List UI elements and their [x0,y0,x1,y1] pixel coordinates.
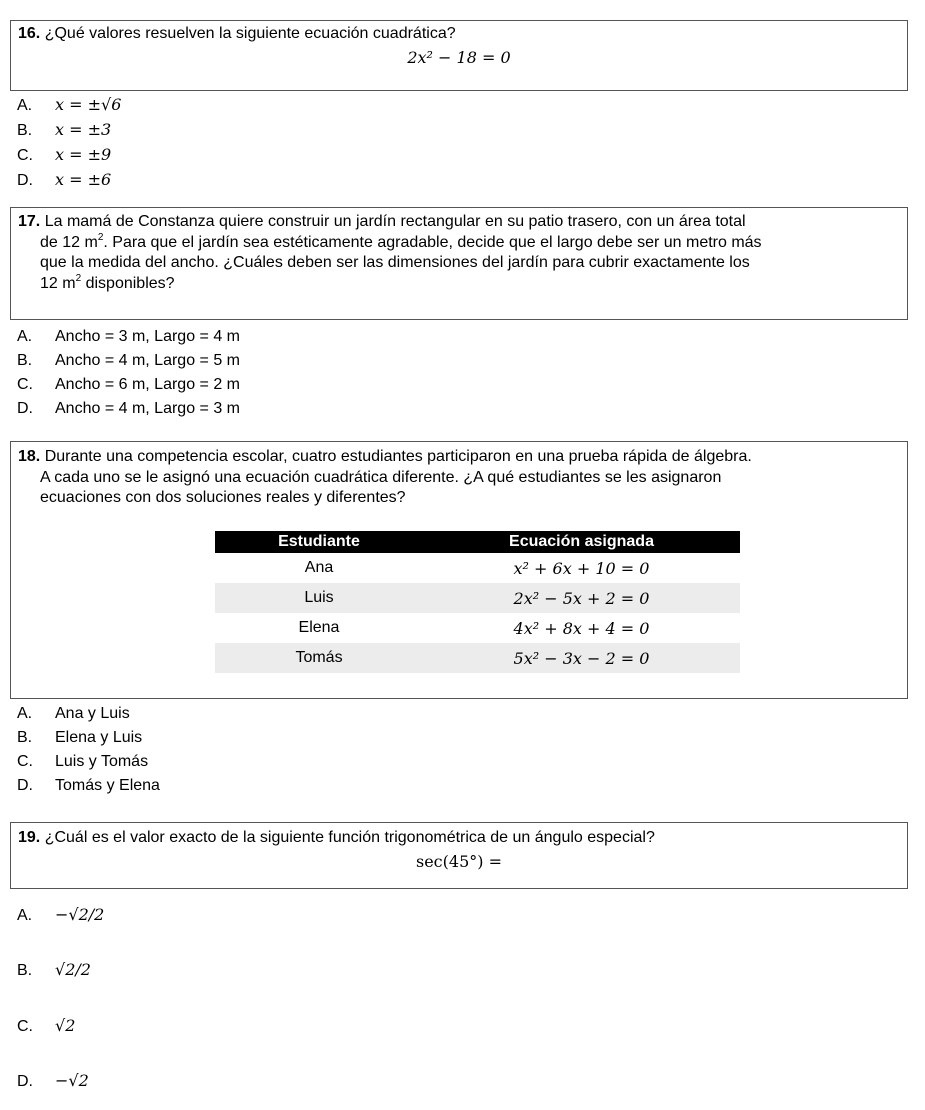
question-prompt: ¿Cuál es el valor exacto de la siguiente función trigonométrica de un ángulo especial? [44,829,655,846]
text-line [18,447,903,468]
option-a[interactable] [17,95,121,116]
option-value: Ancho = 6 m, Largo = 2 m [55,376,240,393]
option-d[interactable] [17,170,111,191]
option-value: Ancho = 4 m, Largo = 5 m [55,352,240,369]
superscript: 2 [97,231,104,243]
text-segment: Durante una competencia escolar, cuatro estudiantes participaron en una prueba rápida de álgebra. [44,448,752,465]
option-d[interactable] [17,1071,89,1092]
option-letter: D. [17,1073,33,1090]
text-segment: de 12 m [40,233,98,251]
text-line [18,488,903,509]
option-letter: A. [17,907,33,924]
superscript: 2 [75,272,82,284]
option-letter: B. [17,122,33,139]
question-19-equation [10,852,908,871]
option-a[interactable] [17,905,104,926]
question-16-text [18,24,456,45]
text-line [18,253,903,274]
table-header-row [215,531,740,553]
option-c[interactable] [17,1016,75,1037]
column-header: Ecuación asignada [423,531,740,553]
text-segment: A cada uno se le asignó una ecuación cuadrática diferente. ¿A qué estudiantes se les asignaron [40,468,722,486]
option-letter: A. [17,97,33,114]
option-value: −√2 [55,1071,89,1090]
option-value: Luis y Tomás [55,753,149,770]
option-a[interactable] [17,704,130,724]
option-value: x = ±6 [55,170,112,189]
text-segment: ecuaciones con dos soluciones reales y diferentes? [40,489,406,506]
question-18-text [18,447,903,509]
question-number: 16. [18,25,41,42]
option-value: √2/2 [55,960,91,979]
option-letter: C. [17,1018,33,1035]
table-row [215,583,740,613]
question-17-text [18,212,903,294]
option-b[interactable] [17,960,91,981]
student-cell: Elena [298,619,340,636]
option-letter: B. [17,352,33,369]
text-line [18,274,903,295]
question-number: 17. [18,213,41,230]
option-letter: C. [17,147,33,164]
student-cell: Luis [215,583,423,613]
option-value: Ana y Luis [55,705,130,722]
question-number: 19. [18,829,41,846]
option-letter: A. [17,328,33,345]
option-letter: D. [17,400,33,417]
table-row [215,553,740,583]
text-segment: que la medida del ancho. ¿Cuáles deben ser las dimensiones del jardín para cubrir exactamente los [40,254,750,271]
option-a[interactable] [17,327,240,347]
option-value: Ancho = 3 m, Largo = 4 m [55,328,240,345]
option-d[interactable] [17,399,240,419]
student-cell: Ana [304,559,334,576]
option-b[interactable] [17,728,142,748]
equation-cell: x² + 6x + 10 = 0 [513,558,650,578]
table-row [215,643,740,673]
text-line [18,233,903,254]
text-line [18,468,903,489]
text-segment: disponibles? [81,274,175,292]
column-header: Estudiante [215,531,423,553]
option-value: −√2/2 [55,905,105,924]
text-segment: 12 m [40,274,76,292]
question-prompt: ¿Qué valores resuelven la siguiente ecuación cuadrática? [44,25,456,42]
option-letter: C. [17,753,33,770]
option-value: √2 [55,1016,76,1035]
option-b[interactable] [17,120,111,141]
table-row [215,613,740,643]
text-line [18,212,903,233]
equations-table [215,531,740,673]
question-19-text [18,828,655,849]
option-value: Tomás y Elena [55,777,160,794]
option-letter: D. [17,777,33,794]
option-letter: B. [17,962,33,979]
equation-cell: 5x² − 3x − 2 = 0 [423,643,740,673]
option-value: x = ±3 [55,120,112,139]
option-letter: C. [17,376,33,393]
student-cell: Tomás [215,643,423,673]
question-16-equation [10,48,908,67]
text-segment: . Para que el jardín sea estéticamente agradable, decide que el largo debe ser un metro más [103,233,762,251]
option-value: Elena y Luis [55,729,143,746]
option-b[interactable] [17,351,240,371]
option-letter: D. [17,172,33,189]
option-c[interactable] [17,145,111,166]
equation-text: 2x² − 18 = 0 [407,48,511,67]
option-c[interactable] [17,752,148,772]
equation-cell: 2x² − 5x + 2 = 0 [423,583,740,613]
equation-text: sec(45°) = [416,852,502,871]
text-segment: La mamá de Constanza quiere construir un jardín rectangular en su patio trasero, con un área total [44,213,746,230]
option-value: Ancho = 4 m, Largo = 3 m [55,400,240,417]
option-c[interactable] [17,375,240,395]
question-number: 18. [18,448,41,465]
option-d[interactable] [17,776,160,796]
equation-cell: 4x² + 8x + 4 = 0 [513,618,650,638]
option-value: x = ±√6 [55,95,122,114]
option-letter: A. [17,705,33,722]
option-letter: B. [17,729,33,746]
option-value: x = ±9 [55,145,112,164]
